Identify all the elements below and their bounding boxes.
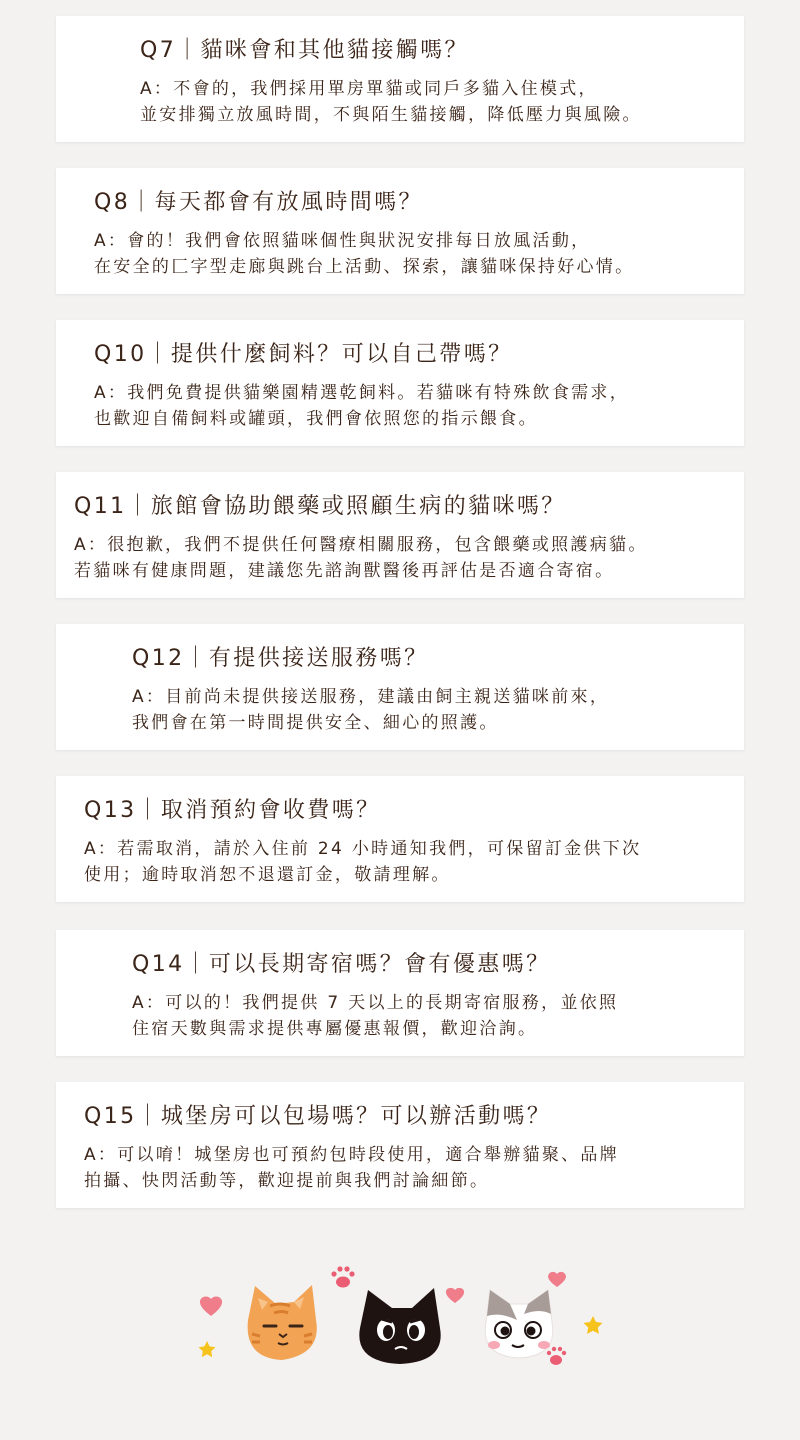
star-icon (199, 1341, 216, 1357)
faq-answer (140, 76, 642, 128)
faq-answer-line: 並安排獨立放風時間，不與陌生貓接觸，降低壓力與風險。 (140, 105, 642, 125)
heart-icon (200, 1296, 222, 1316)
faq-card-q14 (56, 930, 744, 1056)
faq-answer (132, 990, 618, 1042)
faq-answer-line: A：會的！我們會依照貓咪個性與狀況安排每日放風活動， (94, 231, 591, 251)
orange-cat-icon (248, 1285, 317, 1360)
faq-answer-line: A：可以唷！城堡房也可預約包時段使用，適合舉辦貓聚、品牌 (84, 1145, 620, 1165)
faq-question: Q8｜每天都會有放風時間嗎？ (94, 190, 423, 215)
faq-answer (94, 228, 634, 280)
faq-answer-line: A：若需取消，請於入住前 24 小時通知我們，可保留訂金供下次 (84, 839, 642, 859)
faq-answer-line: 在安全的匚字型走廊與跳台上活動、探索，讓貓咪保持好心情。 (94, 257, 635, 277)
faq-answer-line: 也歡迎自備飼料或罐頭，我們會依照您的指示餵食。 (94, 409, 538, 429)
paw-icon (547, 1347, 566, 1365)
faq-card-q12 (56, 624, 744, 750)
black-cat-icon (359, 1288, 440, 1364)
heart-icon (548, 1272, 566, 1287)
faq-answer (132, 684, 609, 736)
faq-answer-line: 若貓咪有健康問題，建議您先諮詢獸醫後再評估是否適合寄宿。 (74, 561, 615, 581)
faq-answer-line: 住宿天數與需求提供專屬優惠報價，歡迎洽詢。 (132, 1019, 538, 1039)
faq-answer-line: A：可以的！我們提供 7 天以上的長期寄宿服務，並依照 (132, 993, 619, 1013)
cats-illustration (0, 1250, 800, 1390)
faq-question: Q10｜提供什麼飼料？可以自己帶嗎？ (94, 342, 513, 367)
faq-answer (94, 380, 629, 432)
faq-answer-line: A：很抱歉，我們不提供任何醫療相關服務，包含餵藥或照護病貓。 (74, 535, 648, 555)
faq-answer-line: 使用；逾時取消恕不退還訂金，敬請理解。 (84, 865, 451, 885)
faq-answer-line: 我們會在第一時間提供安全、細心的照護。 (132, 713, 499, 733)
faq-question: Q14｜可以長期寄宿嗎？會有優惠嗎？ (132, 952, 551, 977)
faq-answer-line: 拍攝、快閃活動等，歡迎提前與我們討論細節。 (84, 1171, 490, 1191)
faq-question: Q12｜有提供接送服務嗎？ (132, 646, 429, 671)
faq-answer (84, 1142, 619, 1194)
faq-card-q8 (56, 168, 744, 294)
faq-card-q10 (56, 320, 744, 446)
faq-answer (84, 836, 641, 888)
faq-card-q11 (56, 472, 744, 598)
faq-answer-line: A：不會的，我們採用單房單貓或同戶多貓入住模式， (140, 79, 598, 99)
faq-card-q15 (56, 1082, 744, 1208)
star-icon (583, 1316, 602, 1334)
faq-card-q13 (56, 776, 744, 902)
faq-answer (74, 532, 648, 584)
calico-cat-icon (485, 1290, 553, 1358)
faq-question: Q7｜貓咪會和其他貓接觸嗎？ (140, 38, 469, 63)
heart-icon (446, 1288, 464, 1303)
faq-answer-line: A：我們免費提供貓樂園精選乾飼料。若貓咪有特殊飲食需求， (94, 383, 630, 403)
faq-question: Q15｜城堡房可以包場嗎？可以辦活動嗎？ (84, 1104, 552, 1129)
faq-card-q7 (56, 16, 744, 142)
faq-question: Q13｜取消預約會收費嗎？ (84, 798, 381, 823)
paw-icon (331, 1266, 354, 1287)
faq-answer-line: A：目前尚未提供接送服務，建議由飼主親送貓咪前來， (132, 687, 610, 707)
faq-question: Q11｜旅館會協助餵藥或照顧生病的貓咪嗎？ (74, 494, 566, 519)
